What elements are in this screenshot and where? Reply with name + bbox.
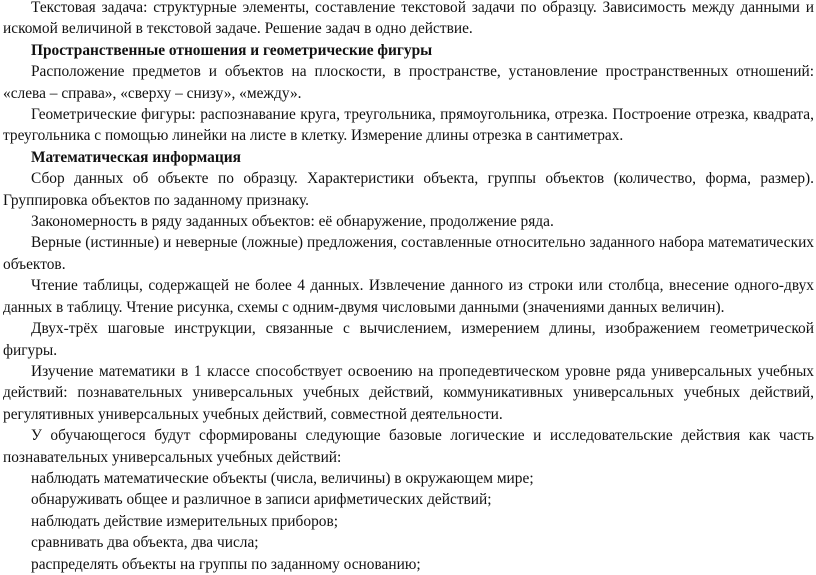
- list-item: сравнивать два объекта, два числа;: [31, 534, 259, 552]
- paragraph-text-task: Текстовая задача: структурные элементы, составление текстовой задачи по образцу. Зависимость между данными и искомой величиной в текстовой задаче. Решение задач в одно действие.: [3, 0, 814, 38]
- list-item: распределять объекты на группы по заданному основанию;: [31, 555, 421, 573]
- paragraph-learning-actions: Изучение математики в 1 классе способствует освоению на пропедевтическом уровне ряда универсальных учебных действий: познавательных универсальных учебных действий, коммуникативных универсальных учебных действий, регулятивных универсальных учебных действий, совместной деятельности.: [3, 362, 814, 423]
- heading-math-information: Математическая информация: [31, 148, 241, 166]
- paragraph-instructions: Двух-трёх шаговые инструкции, связанные с вычислением, измерением длины, изображением геометрической фигуры.: [3, 320, 814, 359]
- paragraph-patterns: Закономерность в ряду заданных объектов: её обнаружение, продолжение ряда.: [31, 213, 554, 231]
- paragraph-geometric-figures: Геометрические фигуры: распознавание круга, треугольника, прямоугольника, отрезка. Построение отрезка, квадрата, треугольника с помощью линейки на листе в клетку. Измерение длины отрезка в сантиметрах.: [3, 106, 814, 145]
- list-item: обнаруживать общее и различное в записи арифметических действий;: [31, 491, 492, 509]
- list-item: наблюдать действие измерительных приборов;: [31, 512, 339, 530]
- list-item: наблюдать математические объекты (числа, величины) в окружающем мире;: [31, 469, 534, 487]
- paragraph-object-positions: Расположение предметов и объектов на плоскости, в пространстве, установление пространственных отношений: «слева – справа», «сверху – снизу», «между».: [3, 63, 814, 102]
- heading-spatial-relations: Пространственные отношения и геометрические фигуры: [31, 41, 433, 59]
- paragraph-table-reading: Чтение таблицы, содержащей не более 4 данных. Извлечение данного из строки или столбца, внесение одного-двух данных в таблицу. Чтение рисунка, схемы с одним-двумя числовыми данными (значениями данных величин).: [3, 277, 814, 316]
- paragraph-true-false: Верные (истинные) и неверные (ложные) предложения, составленные относительно заданного набора математических объектов.: [3, 234, 814, 273]
- paragraph-logical-actions: У обучающегося будут сформированы следующие базовые логические и исследовательские действия как часть познавательных универсальных учебных действий:: [3, 427, 814, 466]
- logical-actions-list: [3, 468, 814, 575]
- paragraph-data-collection: Сбор данных об объекте по образцу. Характеристики объекта, группы объектов (количество, форма, размер). Группировка объектов по заданному признаку.: [3, 170, 814, 209]
